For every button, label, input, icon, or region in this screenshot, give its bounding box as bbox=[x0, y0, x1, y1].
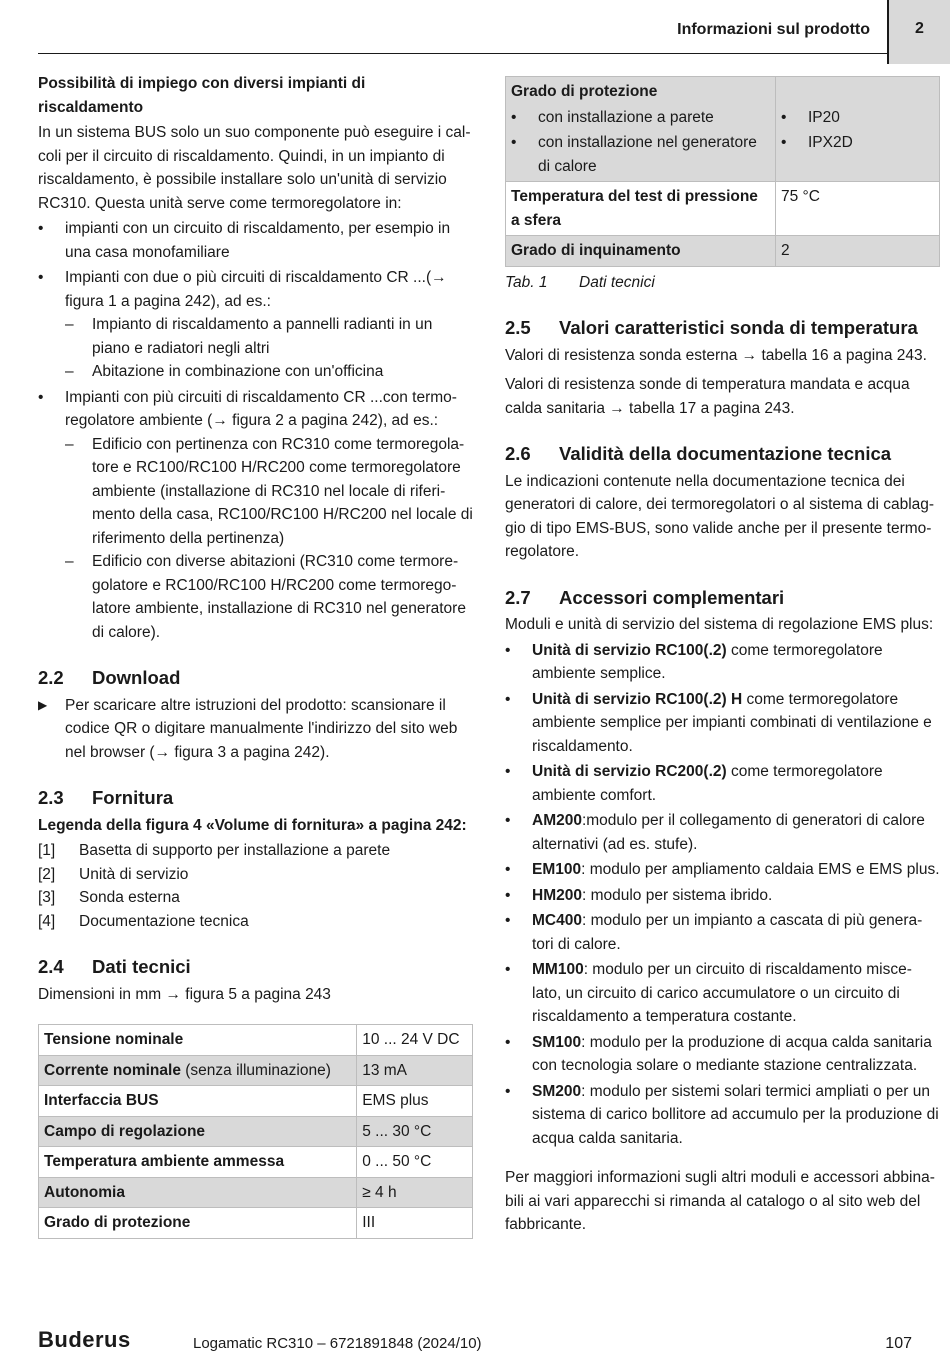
page-footer bbox=[38, 1328, 912, 1358]
table-cell: Grado di protezione bbox=[39, 1208, 357, 1239]
paragraph: Valori di resistenza sonda esterna → tabella 16 a pagina 243. bbox=[505, 346, 927, 364]
page-header bbox=[38, 0, 950, 54]
table-row bbox=[506, 236, 940, 267]
list-item: – Abitazione in combinazione con un'officina bbox=[65, 360, 473, 384]
list-item: • SM200: modulo per sistemi solari termici ampliati o per un sistema di carico bollitore ad accumulo per la produzione di acqua calda sanitaria. bbox=[505, 1080, 940, 1151]
document-reference: Logamatic RC310 – 6721891848 (2024/10) bbox=[193, 1335, 482, 1352]
right-column bbox=[505, 76, 940, 1239]
table-row bbox=[506, 77, 940, 182]
table-row bbox=[39, 1055, 473, 1086]
paragraph: Le indicazioni contenute nella documentazione tecnica dei generatori di calore, dei termoregolatori o al sistema di cablag- gio di tipo EMS-BUS, sono valide anche per il presente termo- regolatore. bbox=[505, 472, 935, 560]
table-row bbox=[39, 1208, 473, 1239]
list-item: • impianti con un circuito di riscaldamento, per esempio in una casa monofamiliare bbox=[38, 217, 473, 264]
list-item: – Impianto di riscaldamento a pannelli radianti in un piano e radiatori negli altri bbox=[65, 313, 473, 360]
heading-use: Possibilità di impiego con diversi impianti di riscaldamento bbox=[38, 75, 366, 116]
use-list bbox=[38, 217, 473, 644]
list-item: • MM100: modulo per un circuito di riscaldamento misce- lato, un circuito di carico accumulatore o un circuito di riscaldamento a temperatura costante. bbox=[505, 958, 940, 1029]
left-column bbox=[38, 72, 473, 1239]
list-item: • con installazione a parete bbox=[511, 106, 770, 130]
technical-data-table-continued bbox=[505, 76, 940, 267]
list-item: • Unità di servizio RC100(.2) come termoregolatore ambiente semplice. bbox=[505, 639, 940, 686]
table-cell: III bbox=[357, 1208, 473, 1239]
paragraph: Per maggiori informazioni sugli altri moduli e accessori abbina- bili ai vari apparecchi si rimanda al catalogo o al sito web del fabbricante. bbox=[505, 1169, 935, 1233]
table-cell: Autonomia bbox=[39, 1177, 357, 1208]
list-item: • MC400: modulo per un impianto a cascata di più genera- tori di calore. bbox=[505, 909, 940, 956]
table-cell: Grado di protezione • con installazione a parete • con installazione nel generatore di calore bbox=[506, 77, 776, 182]
legend-title: Legenda della figura 4 «Volume di fornitura» a pagina 242: bbox=[38, 816, 467, 834]
table-cell: ≥ 4 h bbox=[357, 1177, 473, 1208]
paragraph: Valori di resistenza sonde di temperatura mandata e acqua calda sanitaria → tabella 17 a pagina 243. bbox=[505, 376, 910, 417]
table-cell: 13 mA bbox=[357, 1055, 473, 1086]
legend-item: [1] Basetta di supporto per installazione a parete bbox=[38, 842, 391, 859]
list-item: • EM100: modulo per ampliamento caldaia EMS e EMS plus. bbox=[505, 858, 940, 882]
accessories-list bbox=[505, 639, 940, 1151]
table-cell: Corrente nominale (senza illuminazione) bbox=[39, 1055, 357, 1086]
section-heading-2-6: 2.6 Validità della documentazione tecnica bbox=[505, 443, 892, 464]
list-item: • HM200: modulo per sistema ibrido. bbox=[505, 884, 940, 908]
table-cell: 2 bbox=[776, 236, 940, 267]
section-heading-2-7: 2.7 Accessori complementari bbox=[505, 586, 785, 608]
table-row bbox=[39, 1116, 473, 1147]
technical-data-table bbox=[38, 1024, 473, 1239]
table-row bbox=[39, 1025, 473, 1056]
paragraph: Moduli e unità di servizio del sistema di regolazione EMS plus: bbox=[505, 616, 934, 633]
table-cell: 10 ... 24 V DC bbox=[357, 1025, 473, 1056]
section-heading-2-3: 2.3 Fornitura bbox=[38, 787, 174, 808]
legend-list bbox=[38, 839, 473, 933]
table-cell: Campo di regolazione bbox=[39, 1116, 357, 1147]
list-item: • SM100: modulo per la produzione di acqua calda sanitaria con tecnologia solare o mediante stazione centralizzata. bbox=[505, 1031, 940, 1078]
list-item: – Edificio con diverse abitazioni (RC310 come termore- golatore e RC100/RC100 H/RC200 come termorego- latore ambiente, installazione di RC310 nel generatore di calore). bbox=[65, 550, 473, 644]
table-cell: Tensione nominale bbox=[39, 1025, 357, 1056]
table-cell: 5 ... 30 °C bbox=[357, 1116, 473, 1147]
section-heading-2-5: 2.5 Valori caratteristici sonda di temperatura bbox=[505, 317, 918, 338]
legend-item: [2] Unità di servizio bbox=[38, 865, 189, 883]
section-heading-2-4: 2.4 Dati tecnici bbox=[38, 956, 191, 977]
list-item: • Impianti con due o più circuiti di riscaldamento CR ...(→ figura 1 a pagina 242), ad es.: – Impianto di riscaldamento a pannelli radianti in un piano e radiatori negli altri – Abitazione in combinazione con un'officina bbox=[38, 266, 473, 384]
chapter-number: 2 bbox=[887, 0, 950, 64]
table-row bbox=[506, 182, 940, 236]
sub-list bbox=[65, 313, 473, 384]
table-cell bbox=[776, 77, 940, 182]
header-title: Informazioni sul prodotto bbox=[677, 21, 870, 38]
table-cell: Grado di inquinamento bbox=[506, 236, 776, 267]
use-text: In un sistema BUS solo un suo componente può eseguire i cal- coli per il circuito di riscaldamento. Quindi, in un impianto di riscaldamento, è possibile installare solo un'unità di servizio RC310. Questa unità serve come termoregolatore in: bbox=[38, 124, 471, 212]
table-cell: Temperatura ambiente ammessa bbox=[39, 1147, 357, 1178]
dimensions-text: Dimensioni in mm → figura 5 a pagina 243 bbox=[38, 985, 331, 1003]
page-number: 107 bbox=[885, 1335, 912, 1352]
list-item: • Impianti con più circuiti di riscaldamento CR ...con termo- regolatore ambiente (→ figura 2 a pagina 242), ad es.: – Edificio con pertinenza con RC310 come termoregola- tore e RC100/RC100 H/RC200 come termoregolatore ambiente (installazione di RC310 nel locale di riferi- mento della casa, RC100/RC100 H/RC200 nel locale di riferimento della pertinenza) – Edificio con diverse abitazioni (RC310 come termore- golatore e RC100/RC100 H/RC200 come termorego- latore ambiente, installazione di RC310 nel generatore di calore). bbox=[38, 386, 473, 645]
table-cell: 75 °C bbox=[776, 182, 940, 236]
table-cell: Interfaccia BUS bbox=[39, 1086, 357, 1117]
list-item: • AM200:modulo per il collegamento di generatori di calore alternativi (ad es. stufe). bbox=[505, 809, 940, 856]
list-item: • Unità di servizio RC200(.2) come termoregolatore ambiente comfort. bbox=[505, 760, 940, 807]
buderus-logo: Buderus bbox=[38, 1327, 131, 1352]
list-item: • IPX2D bbox=[781, 131, 934, 155]
table-cell: 0 ... 50 °C bbox=[357, 1147, 473, 1178]
list-item: • con installazione nel generatore di calore bbox=[511, 131, 770, 178]
table-row bbox=[39, 1086, 473, 1117]
list-item: • Unità di servizio RC100(.2) H come termoregolatore ambiente semplice per impianti combinati di ventilazione e riscaldamento. bbox=[505, 688, 940, 759]
section-heading-2-2: 2.2 Download bbox=[38, 667, 181, 688]
legend-item: [3] Sonda esterna bbox=[38, 889, 180, 906]
table-row bbox=[39, 1177, 473, 1208]
table-row bbox=[39, 1147, 473, 1178]
legend-item: [4] Documentazione tecnica bbox=[38, 912, 249, 930]
table-cell: EMS plus bbox=[357, 1086, 473, 1117]
download-instruction: ▶ Per scaricare altre istruzioni del prodotto: scansionare il codice QR o digitare manualmente l'indirizzo del sito web nel browser (→ figura 3 a pagina 242). bbox=[38, 694, 473, 765]
list-item: • IP20 bbox=[781, 106, 934, 130]
table-caption: Tab. 1 Dati tecnici bbox=[505, 273, 655, 291]
sub-list bbox=[65, 433, 473, 645]
list-item: – Edificio con pertinenza con RC310 come termoregola- tore e RC100/RC100 H/RC200 come termoregolatore ambiente (installazione di RC310 nel locale di riferi- mento della casa, RC100/RC100 H/RC200 nel locale di riferimento della pertinenza) bbox=[65, 433, 473, 551]
table-cell: Temperatura del test di pressione a sfera bbox=[506, 182, 776, 236]
